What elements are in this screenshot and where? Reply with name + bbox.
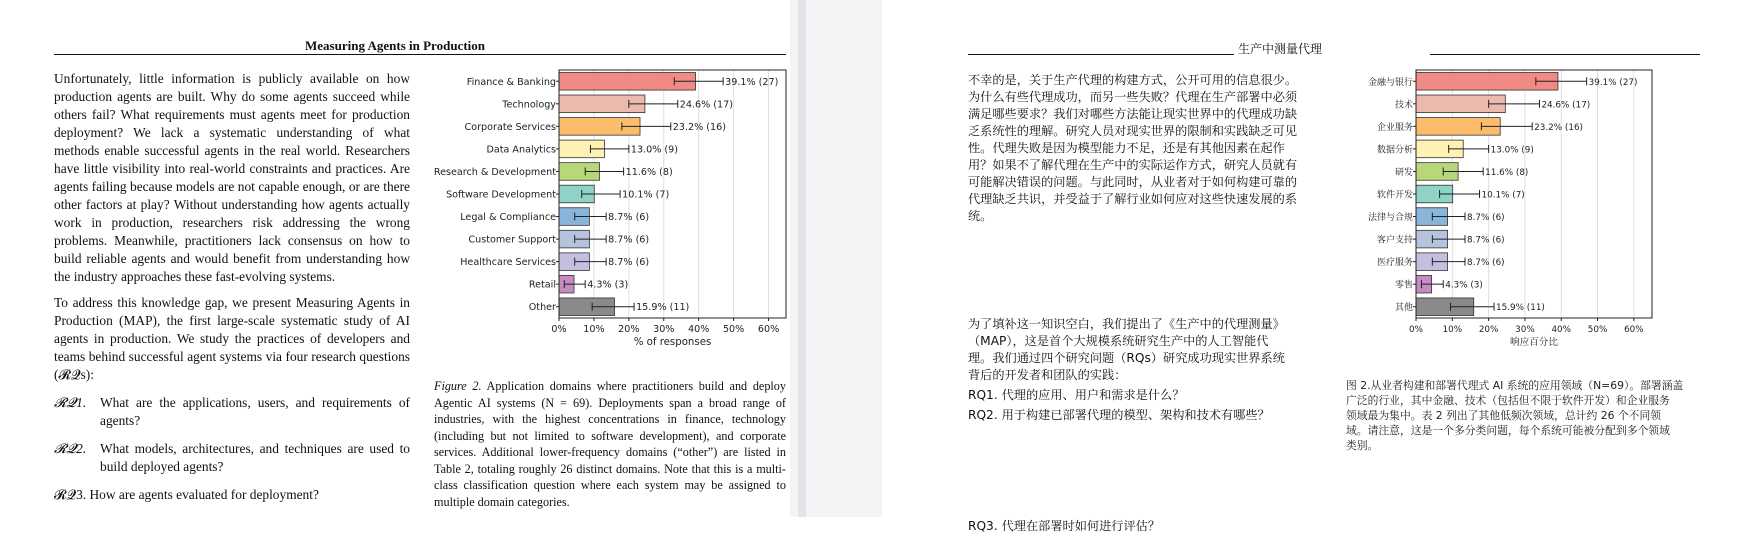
data-label: 8.7% (6) [1467,213,1505,224]
data-label: 8.7% (6) [608,257,650,269]
data-label: 23.2% (16) [1534,122,1583,133]
research-question [54,394,410,430]
data-label: 39.1% (27) [725,76,779,88]
x-tick-label: 30% [653,324,675,335]
data-label: 8.7% (6) [1467,258,1505,269]
figure-caption-zh [1346,378,1716,453]
figure-caption [434,378,786,510]
paragraph: To address this knowledge gap, we present Measuring Agents in Production (MAP), the first large-scale systematic study of AI agents in production. We study the practices of developers and teams behind successful agent systems via four research questions (𝓡𝓠s): [54,295,410,382]
zh-line: 性。代理失败是因为模型能力不足，还是有其他因素在起作 [968,141,1285,155]
paragraph: Unfortunately, little information is publicly available on how production agents are built. Why do some agents succeed while others fail? What requirements must agents meet for production deployment? We lack a systematic understanding of what methods enable successful agents in the real world. Researchers have little visibility into real-world constraints and practices. Are agents failing because models are not capable enough, or are there other factors at play? Without understanding how agents actually work in production, researchers risk addressing the wrong problems. Meanwhile, practitioners lack consensus on how to build reliable agents and would benefit from understanding how the industry approaches these fast-evolving systems. [54,71,410,284]
category-label: Healthcare Services [460,257,556,269]
data-label: 15.9% (11) [636,302,690,314]
x-tick-label: 0% [551,324,567,335]
x-axis-label: 响应百分比 [1510,337,1558,348]
research-question [54,440,410,476]
zh-caption-line: 类别。 [1346,439,1379,452]
caption-label: Figure 2. [434,379,482,393]
zh-line: 统。 [968,209,993,223]
data-label: 13.0% (9) [630,144,678,156]
category-label: Retail [528,279,556,291]
data-label: 8.7% (6) [608,212,650,224]
category-label: Technology [502,99,556,111]
x-tick-label: 30% [1515,325,1535,335]
x-tick-label: 50% [722,324,745,335]
category-label: Finance & Banking [466,76,556,88]
category-label: Data Analytics [486,144,556,156]
x-tick-label: 10% [1442,325,1463,335]
data-label: 11.6% (8) [625,166,673,178]
zh-paragraph [968,316,1348,535]
rq-text: What models, architectures, and techniques are used to build deployed agents? [100,441,410,474]
rq-label: 𝓡𝓠1. [54,395,87,410]
chart-svg [430,70,790,360]
data-label: 11.6% (8) [1485,167,1529,178]
rq-label: 𝓡𝓠2. [54,441,87,456]
x-tick-label: 60% [757,324,780,335]
zh-line: 代理缺乏共识，并受益于了解行业如何应对这些快速发展的系 [968,192,1298,206]
zh-line: 乏系统性的理解。研究人员对现实世界的限制和实践缺乏可见 [968,124,1298,138]
category-label: 医疗服务 [1376,258,1413,269]
x-tick-label: 0% [1409,325,1423,335]
body-text-column [54,70,410,504]
zh-line: （MAP），这是首个大规模系统研究生产中的人工智能代 [968,334,1269,348]
zh-line: 理。我们通过四个研究问题（RQs）研究成功现实世界系统 [968,351,1285,365]
data-label: 8.7% (6) [1467,235,1505,246]
header-rule [968,54,1234,55]
data-label: 10.1% (7) [622,189,670,201]
category-label: Other [528,302,556,314]
domain-bar-chart [430,70,790,360]
category-label: Research & Development [433,166,556,178]
caption-body: Application domains where practitioners build and deploy Agentic AI systems (N = 69). Deployments span a broad range of industries, with the highest concentrations in finance, technology (including but not limited to software development), and corporate services. Additional lower-frequency domains (“other”) are listed in Table 2, totaling roughly 26 distinct domains. Note that this is a multi-class classification question where each system may be assigned to multiple domain categories. [434,379,786,509]
category-label: 客户支持 [1376,235,1413,246]
category-label: 法律与合规 [1367,213,1413,224]
category-label: 企业服务 [1376,122,1413,133]
data-label: 4.3% (3) [1445,280,1483,291]
category-label: Customer Support [468,234,556,246]
x-tick-label: 40% [688,324,710,335]
zh-caption-line: 域。请注意，这是一个多分类问题，每个系统可能被分配到多个领域 [1346,424,1670,437]
data-label: 24.6% (17) [679,99,733,111]
x-tick-label: 60% [1624,325,1644,335]
category-label: Legal & Compliance [460,212,556,224]
chart-svg [1322,70,1652,360]
category-label: 研发 [1394,167,1413,178]
zh-line: 为什么有些代理成功，而另一些失败？代理在生产部署中必须 [968,90,1298,104]
header-rule [1430,54,1700,55]
data-label: 4.3% (3) [587,279,629,291]
x-axis-label: % of responses [633,337,712,348]
zh-line: 用？如果不了解代理在生产中的实际运作方式，研究人员就有 [968,158,1298,172]
x-tick-label: 20% [618,324,640,335]
zh-research-question: RQ2. 用于构建已部署代理的模型、架构和技术有哪些？ [968,408,1270,422]
category-label: 数据分析 [1376,145,1413,156]
zh-research-question: RQ1. 代理的应用、用户和需求是什么？ [968,388,1185,402]
running-header: 生产中测量代理 [1237,42,1322,56]
zh-line: 为了填补这一知识空白，我们提出了《生产中的代理测量》 [968,317,1285,331]
category-label: 软件开发 [1376,190,1413,201]
domain-bar-chart-zh [1322,70,1652,360]
data-label: 10.1% (7) [1481,190,1525,201]
zh-paragraph [968,72,1348,225]
category-label: 其他 [1394,303,1413,314]
data-label: 15.9% (11) [1496,303,1545,314]
x-tick-label: 20% [1478,325,1499,335]
data-label: 8.7% (6) [608,234,650,246]
research-question-partial: 𝓡𝓠3. How are agents evaluated for deployment? [54,487,319,502]
zh-research-question-partial: RQ3. 代理在部署时如何进行评估？ [968,519,1161,533]
x-tick-label: 10% [583,324,605,335]
zh-line: 满足哪些要求？我们对哪些方法能让现实世界中的代理成功缺 [968,107,1298,121]
zh-line: 不幸的是，关于生产代理的构建方式，公开可用的信息很少。 [968,73,1298,87]
zh-caption-line: 广泛的行业，其中金融、技术（包括但不限于软件开发）和企业服务 [1346,394,1670,407]
rq-text: What are the applications, users, and requirements of agents? [100,395,410,428]
category-label: 金融与银行 [1367,77,1413,88]
x-tick-label: 40% [1551,325,1572,335]
data-label: 13.0% (9) [1490,145,1534,156]
category-label: 零售 [1394,280,1413,291]
page-left [0,0,790,517]
zh-line: 背后的开发者和团队的实践： [968,368,1127,382]
running-header: Measuring Agents in Production [305,38,485,53]
category-label: 技术 [1394,100,1413,111]
zh-caption-line: 领域最为集中。表 2 列出了其他低频次领域，总计约 26 个不同领 [1346,409,1662,422]
data-label: 24.6% (17) [1541,100,1591,111]
zh-line: 可能解决错误的问题。与此同时，从业者对于如何构建可靠的 [968,175,1298,189]
category-label: Software Development [446,189,556,201]
zh-caption-line: 图 2.从业者构建和部署代理式 AI 系统的应用领域（N=69）。部署涵盖 [1346,379,1684,392]
category-label: Corporate Services [464,121,556,133]
page-right [882,0,1739,533]
data-label: 39.1% (27) [1588,77,1638,88]
page-gutter [790,0,882,517]
header-rule [54,54,786,55]
data-label: 23.2% (16) [672,121,726,133]
x-tick-label: 50% [1587,325,1608,335]
